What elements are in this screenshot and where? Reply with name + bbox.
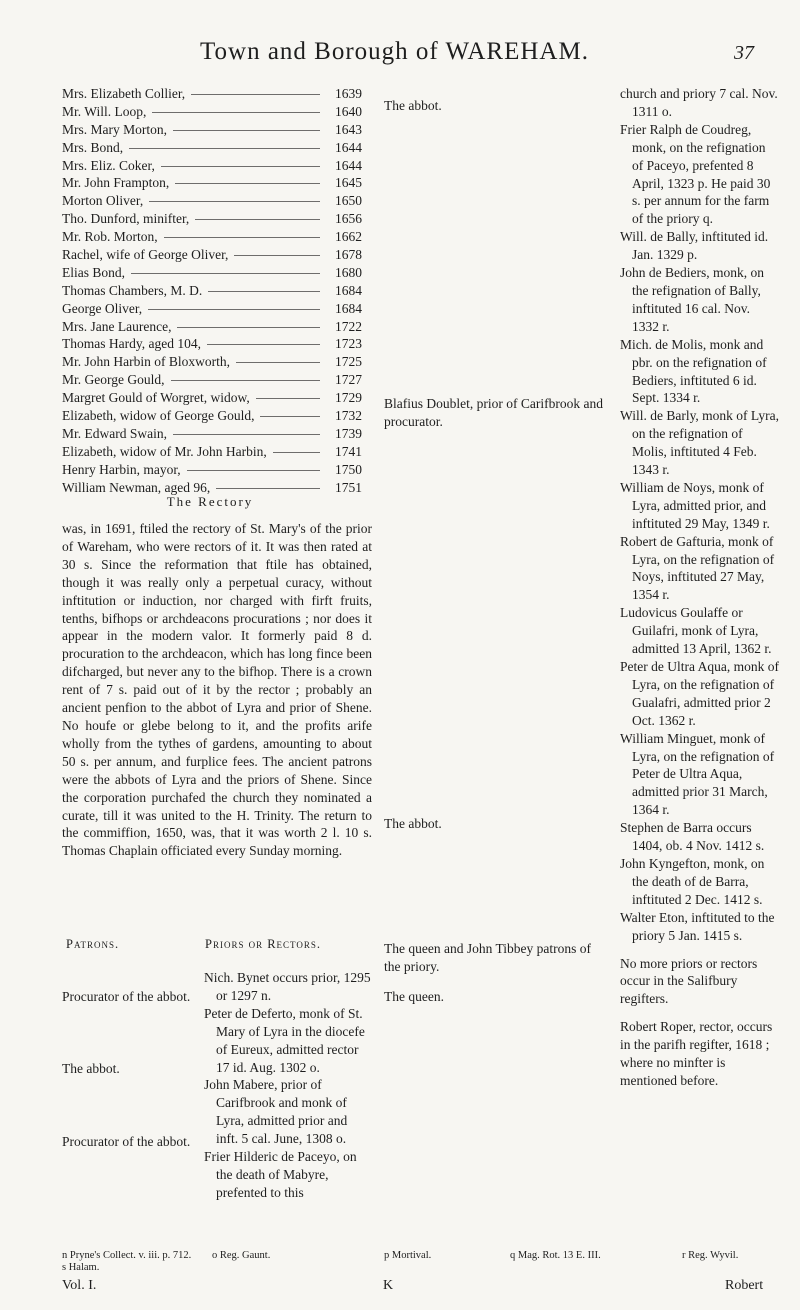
prior-entry: Frier Ralph de Coudreg, monk, on the refignation of Paceyo, prefented 8 April, 1323 p. He paid 30 s. per annum for the farm of the priory q. <box>620 121 771 227</box>
catchword: Robert <box>725 1278 764 1293</box>
list-item: Thomas Chambers, M. D. 1684 <box>62 282 362 298</box>
patron-entry: The queen and John Tibbey patrons of the priory. <box>384 941 591 974</box>
list-item: Mrs. Elizabeth Collier, 1639 <box>62 86 362 101</box>
list-item: Mrs. Mary Morton, 1643 <box>62 121 362 137</box>
footnote-q: q Mag. Rot. 13 E. III. <box>510 1250 601 1261</box>
list-item: William Newman, aged 96, 1751 <box>62 479 362 495</box>
footnote-o: o Reg. Gaunt. <box>212 1250 271 1261</box>
patron-entry: The queen. <box>384 989 444 1004</box>
patron-entry: Blafius Doublet, prior of Carifbrook and procurator. <box>384 396 603 429</box>
note-robert-roper: Robert Roper, rector, occurs in the parifh regifter, 1618 ; where no minfter is mentioned before. <box>620 1019 773 1088</box>
patron-entry: Procurator of the abbot. <box>62 989 191 1004</box>
prior-entry: William Minguet, monk of Lyra, on the refignation of Peter de Ultra Aqua, admitted prior 31 March, 1364 r. <box>620 730 775 818</box>
prior-entry: John Kyngefton, monk, on the death of de Barra, inftituted 2 Dec. 1412 s. <box>620 855 765 907</box>
list-item: Mrs. Bond, 1644 <box>62 139 362 155</box>
list-item: Tho. Dunford, minifter, 1656 <box>62 211 362 227</box>
burials-list <box>62 85 362 496</box>
footnote-s: s Halam. <box>62 1262 100 1273</box>
priors-list-right <box>620 85 780 1090</box>
prior-entry: Frier Hilderic de Paceyo, on the death of Mabyre, prefented to this <box>204 1149 357 1200</box>
prior-entry: William de Noys, monk of Lyra, admitted prior, and inftituted 29 May, 1349 r. <box>620 479 770 531</box>
prior-entry: Ludovicus Goulaffe or Guilafri, monk of Lyra, admitted 13 April, 1362 r. <box>620 605 772 657</box>
prior-entry: John de Bediers, monk, on the refignation of Bally, inftituted 16 cal. Nov. 1332 r. <box>620 265 764 334</box>
list-item: Henry Harbin, mayor, 1750 <box>62 461 362 477</box>
prior-entry: Peter de Deferto, monk of St. Mary of Lyra in the diocefe of Eureux, admitted rector 17 id. Aug. 1302 o. <box>204 1005 365 1075</box>
prior-entry: Robert de Gafturia, monk of Lyra, on the refignation of Noys, inftituted 27 May, 1354 r. <box>620 533 775 603</box>
list-item: Mr. John Frampton, 1645 <box>62 175 362 191</box>
page-header <box>0 38 800 78</box>
list-item: Margret Gould of Worgret, widow, 1729 <box>62 390 362 406</box>
list-item: Morton Oliver, 1650 <box>62 193 362 209</box>
list-item: George Oliver, 1684 <box>62 300 362 316</box>
list-item: Mr. George Gould, 1727 <box>62 372 362 388</box>
prior-entry: Will. de Bally, inftituted id. Jan. 1329 p. <box>620 229 769 263</box>
prior-entry: church and priory 7 cal. Nov. 1311 o. <box>620 86 778 119</box>
volume-label: Vol. I. <box>62 1278 97 1293</box>
section-heading-rectory: The Rectory <box>166 494 254 509</box>
list-item: Mrs. Eliz. Coker, 1644 <box>62 157 362 173</box>
list-item: Mr. Will. Loop, 1640 <box>62 103 362 119</box>
priors-heading: Priors or Rectors. <box>205 937 322 951</box>
prior-entry: John Mabere, prior of Carifbrook and monk of Lyra, admitted prior and inft. 5 cal. June, 1308 o. <box>204 1077 348 1147</box>
patron-entry: The abbot. <box>384 816 442 831</box>
list-item: Elizabeth, widow of George Gould, 1732 <box>62 408 362 424</box>
prior-entry: Mich. de Molis, monk and pbr. on the refignation of Bediers, inftituted 6 id. Sept. 1334 r. <box>620 336 767 406</box>
rectory-paragraph: was, in 1691, ftiled the rectory of St. Mary's of the prior of Wareham, who were rectors of it. It was then rated at 30 s. Since the reformation that ftile has obtained, though it was really only a perpetual curacy, without inftitution or induction, nor charged with firft fruits, tenths, bifhops or archdeacons procurations ; nor does it appear in the modern valor. It formerly paid 8 d. procuration to the archdeacon, which has long fince been difcharged, but never any to the bifhop. There is a crown rent of 7 s. paid out of it by the rector ; probably an ancient penfion to the abbot of Lyra and prior of Shene. No houfe or glebe belong to it, and the profits arife wholly from the tythes of gardens, amounting to about 50 s. per annum, and furplice fees. The ancient patrons were the abbots of Lyra and the priors of Shene. Since the corporation purchafed the church they nominated a curate, till it was united to the H. Trinity. The return to the commiffion, 1650, was, that it was worth 2 l. 10 s. Thomas Chaplain officiated every Sunday morning. <box>62 521 372 859</box>
list-item: Mr. John Harbin of Bloxworth, 1725 <box>62 354 362 370</box>
footnote-r: r Reg. Wyvil. <box>682 1250 739 1261</box>
list-item: Thomas Hardy, aged 104, 1723 <box>62 336 362 352</box>
list-item: Mr. Edward Swain, 1739 <box>62 425 362 441</box>
list-item: Mrs. Jane Laurence, 1722 <box>62 318 362 334</box>
list-item: Elizabeth, widow of Mr. John Harbin, 1741 <box>62 443 362 459</box>
priors-list-left <box>204 969 372 1202</box>
footnote-n: n Pryne's Collect. v. iii. p. 712. <box>62 1250 192 1261</box>
list-item: Rachel, wife of George Oliver, 1678 <box>62 247 362 263</box>
signature-mark: K <box>383 1278 394 1293</box>
prior-entry: Walter Eton, inftituted to the priory 5 Jan. 1415 s. <box>620 909 775 943</box>
patrons-heading: Patrons. <box>66 937 120 951</box>
patron-entry: The abbot. <box>384 98 442 113</box>
patron-entry: The abbot. <box>62 1061 120 1076</box>
prior-entry: Stephen de Barra occurs 1404, ob. 4 Nov. 1412 s. <box>620 820 765 854</box>
footnote-p: p Mortival. <box>384 1250 432 1261</box>
prior-entry: Will. de Barly, monk of Lyra, on the refignation of Molis, inftituted 4 Feb. 1343 r. <box>620 408 780 478</box>
page-number: 37 <box>734 42 754 64</box>
list-item: Elias Bond, 1680 <box>62 264 362 280</box>
prior-entry: Peter de Ultra Aqua, monk of Lyra, on the refignation of Gualafri, admitted prior 2 Oct. 1362 r. <box>620 659 779 728</box>
running-head: Town and Borough of WAREHAM. <box>200 38 589 65</box>
prior-entry: Nich. Bynet occurs prior, 1295 or 1297 n. <box>204 970 371 1003</box>
list-item: Mr. Rob. Morton, 1662 <box>62 229 362 245</box>
note-no-more-priors: No more priors or rectors occur in the Salifbury regifters. <box>620 955 758 1007</box>
patron-entry: Procurator of the abbot. <box>62 1134 191 1149</box>
